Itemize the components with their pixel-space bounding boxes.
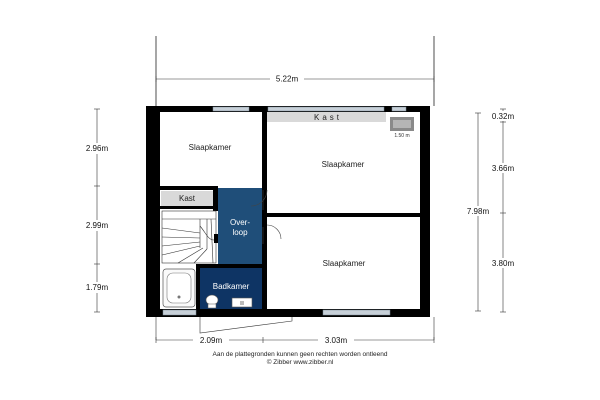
dimension-label-right-total: 7.98m — [466, 207, 490, 216]
dimension-right-segments — [500, 109, 506, 312]
dimension-label-left-bottom: 1.79m — [85, 283, 109, 292]
room-label-closet-top: Kast — [313, 113, 343, 122]
dimension-label-bottom-right: 3.03m — [324, 336, 348, 345]
room-label-bedroom-top-right: Slaapkamer — [321, 160, 365, 169]
roof-outline — [156, 36, 434, 106]
bathtub — [163, 269, 195, 307]
dimension-left — [94, 109, 100, 312]
dimension-label-right-top: 0.32m — [491, 112, 515, 121]
dimension-label-left-middle: 2.99m — [85, 221, 109, 230]
room-label-landing-line1: Over- — [230, 218, 250, 227]
footer-copyright: © Zibber www.zibber.nl — [266, 359, 334, 366]
room-label-bedroom-bottom-right: Slaapkamer — [322, 259, 366, 268]
dimension-label-left-top: 2.96m — [85, 144, 109, 153]
room-label-landing-line2: loop — [232, 228, 248, 237]
stair-arrow — [214, 234, 218, 243]
dimension-label-right-lower: 3.80m — [491, 259, 515, 268]
staircase — [162, 211, 216, 263]
toilet — [206, 295, 218, 308]
footer-disclaimer: Aan de plattegronden kunnen geen rechten worden ontleend — [212, 351, 388, 358]
dimension-label-right-upper: 3.66m — [491, 164, 515, 173]
room-label-closet-left: Kast — [178, 194, 196, 203]
room-label-closet-depth: 1.50 m — [394, 133, 410, 139]
sink — [232, 298, 252, 307]
dimension-label-total-width: 5.22m — [275, 74, 299, 84]
dimension-label-bottom-left: 2.09m — [199, 336, 223, 345]
room-label-bedroom-top-left: Slaapkamer — [188, 143, 232, 152]
room-label-bathroom: Badkamer — [212, 282, 250, 291]
